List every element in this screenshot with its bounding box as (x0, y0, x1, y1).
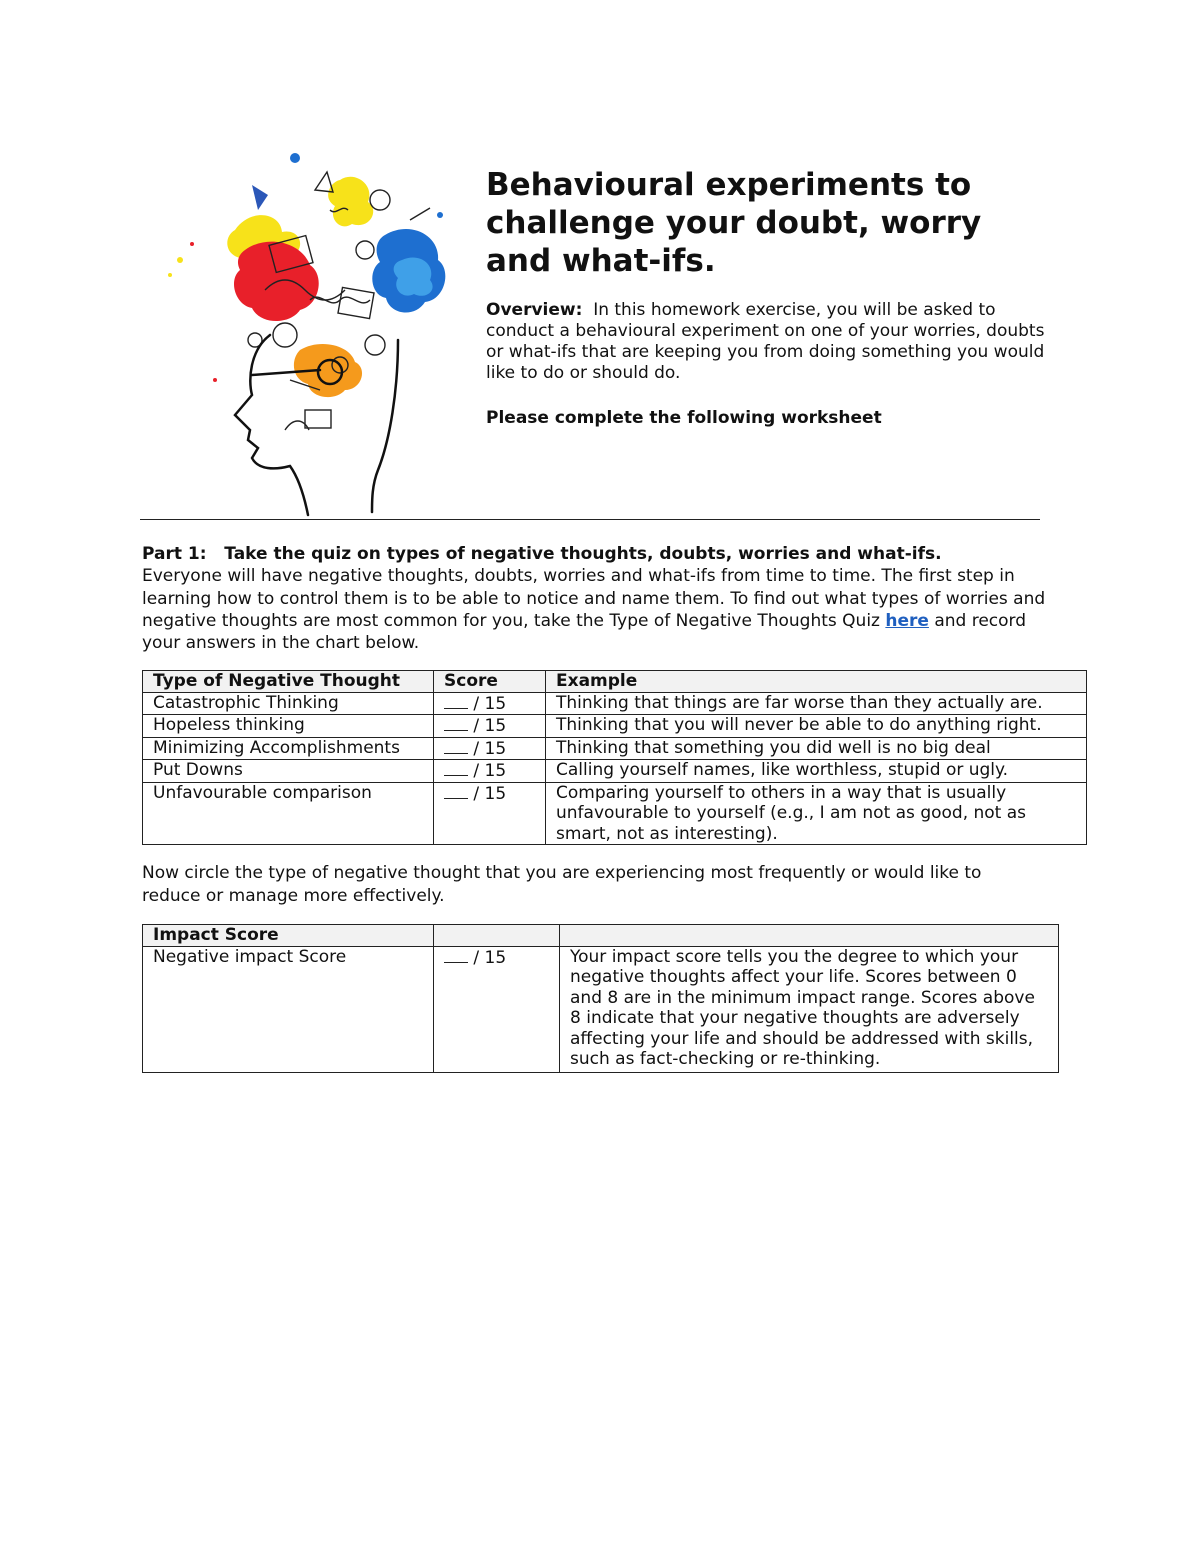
score-field[interactable] (434, 737, 546, 760)
score-field[interactable] (434, 692, 546, 715)
thought-example: Comparing yourself to others in a way that is usually unfavourable to yourself (e.g., I am not as good, not as smart, not as interesting). (546, 782, 1087, 845)
paint-splashes (168, 153, 445, 397)
column-header-score: Score (434, 671, 546, 693)
thought-example: Thinking that things are far worse than they actually are. (546, 692, 1087, 715)
thought-example: Thinking that something you did well is no big deal (546, 737, 1087, 760)
impact-description: Your impact score tells you the degree to which your negative thoughts affect your life. Scores between 0 and 8 are in the minimum impact range. Scores above 8 indicate that your negative thoughts are adversely affecting your life and should be addressed with skills, such as fact-checking or re-thinking. (560, 946, 1059, 1072)
impact-label: Negative impact Score (143, 946, 434, 1072)
table-row (143, 692, 1087, 715)
table-row (143, 946, 1059, 1072)
score-blank[interactable] (444, 715, 468, 731)
impact-header-empty (434, 925, 560, 947)
score-blank[interactable] (444, 783, 468, 799)
score-blank[interactable] (444, 693, 468, 709)
table-row (143, 782, 1087, 845)
table-header-row (143, 925, 1059, 947)
score-suffix: / 15 (473, 761, 507, 781)
part1-heading: Part 1: Take the quiz on types of negative thoughts, doubts, worries and what-ifs. (142, 544, 942, 564)
part1-section (142, 543, 1062, 654)
horizontal-divider (140, 519, 1040, 520)
part1-text-end: and record your answers in the chart below. (142, 610, 1027, 654)
overview-text: In this homework exercise, you will be asked to conduct a behavioural experiment on one of your worries, doubts or what-ifs that are keeping you from doing something you would like to do or should do. (486, 300, 1045, 383)
score-blank[interactable] (444, 760, 468, 776)
overview-paragraph (486, 300, 1046, 384)
score-field[interactable] (434, 760, 546, 783)
impact-header: Impact Score (143, 925, 434, 947)
thought-type: Minimizing Accomplishments (143, 737, 434, 760)
column-header-example: Example (546, 671, 1087, 693)
thought-type: Catastrophic Thinking (143, 692, 434, 715)
head-thoughts-illustration (140, 140, 470, 520)
quiz-link[interactable]: here (885, 610, 929, 631)
thought-type: Put Downs (143, 760, 434, 783)
table-row (143, 737, 1087, 760)
impact-score-field[interactable] (434, 946, 560, 1072)
table-header-row (143, 671, 1087, 693)
score-blank[interactable] (444, 738, 468, 754)
impact-header-empty (560, 925, 1059, 947)
column-header-type: Type of Negative Thought (143, 671, 434, 693)
table-row (143, 715, 1087, 738)
worksheet-instruction: Please complete the following worksheet (486, 408, 882, 428)
score-blank[interactable] (444, 947, 468, 963)
score-suffix: / 15 (473, 738, 507, 759)
thought-example: Calling yourself names, like worthless, stupid or ugly. (546, 760, 1087, 783)
thought-type: Hopeless thinking (143, 715, 434, 738)
worksheet-title: Behavioural experiments to challenge your doubt, worry and what-ifs. (486, 167, 982, 279)
impact-score-table (142, 924, 1059, 1073)
score-suffix: / 15 (473, 716, 507, 736)
negative-thoughts-table (142, 670, 1087, 845)
part1-text: Everyone will have negative thoughts, doubts, worries and what-ifs from time to time. The first step in learning how to control them is to be able to notice and name them. To find out what types of worries and negative thoughts are most common for you, take the Type of Negative Thoughts Quiz (142, 566, 1046, 631)
thought-type: Unfavourable comparison (143, 782, 434, 845)
score-field[interactable] (434, 715, 546, 738)
circle-instruction: Now circle the type of negative thought that you are experiencing most frequently or would like to reduce or manage more effectively. (142, 863, 982, 906)
score-suffix: / 15 (473, 947, 507, 968)
thought-example: Thinking that you will never be able to do anything right. (546, 715, 1087, 738)
score-suffix: / 15 (473, 783, 507, 804)
score-suffix: / 15 (473, 693, 507, 714)
score-field[interactable] (434, 782, 546, 845)
overview-label: Overview: (486, 300, 583, 320)
table-row (143, 760, 1087, 783)
